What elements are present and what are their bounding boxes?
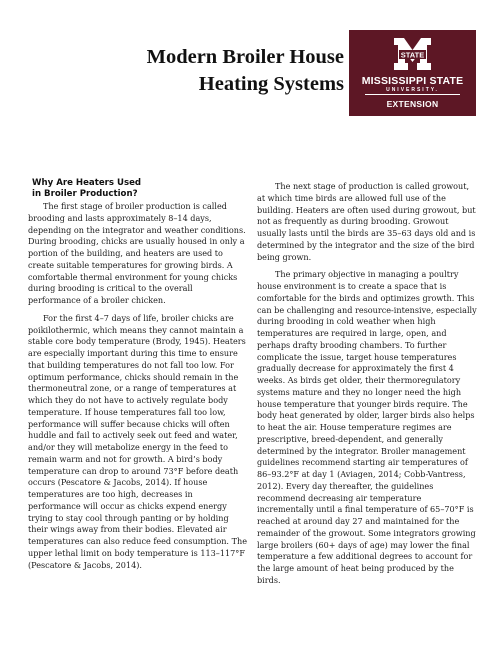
title-line-2: Heating Systems	[198, 73, 344, 95]
heading-line-2: in Broiler Production?	[32, 189, 138, 199]
body-paragraph: The first stage of broiler production is called brooding and lasts approximately 8–14 days, depending on the integrator and weather conditions. During brooding, chicks are usually housed in only a portion of the building, and heaters are used to create suitable temperatures for growing birds. A comfortable thermal environment for young chicks during brooding is critical to the overall performance of a broiler chicken.	[28, 201, 246, 305]
logo-university-name: MISSISSIPPI STATE	[361, 75, 464, 87]
body-paragraph: The next stage of production is called growout, at which time birds are allowed full use of the building. Heaters are often used during growout, but not as frequently as during brooding. Growout usually lasts until the birds are 35–63 days old and is determined by the integrator and the size of the bird being grown.	[257, 181, 476, 262]
msu-m-logo-icon	[392, 36, 433, 72]
title-line-1: Modern Broiler House	[146, 46, 344, 68]
logo-extension-label: EXTENSION	[386, 99, 439, 109]
msu-extension-logo	[349, 30, 476, 116]
logo-divider	[365, 94, 460, 95]
logo-university-sub: UNIVERSITY.	[386, 87, 439, 93]
document-title	[92, 44, 344, 98]
right-column	[257, 181, 477, 593]
section-heading	[32, 178, 247, 200]
left-column	[28, 178, 247, 577]
body-paragraph: The primary objective in managing a poultry house environment is to create a space that is comfortable for the birds and optimizes growth. This can be challenging and resource-intensive, especially during brooding in cold weather when high temperatures are required in large, open, and perhaps drafty brooding chambers. To further complicate the issue, target house temperatures gradually decrease for approximately the first 4 weeks. As birds get older, their thermoregulatory systems mature and they no longer need the high house temperature that younger birds require. The body heat generated by older, larger birds also helps to heat the air. House temperature regimes are prescriptive, breed-dependent, and generally determined by the integrator. Broiler management guidelines recommend starting air temperatures of 86–93.2°F at day 1 (Aviagen, 2014; Cobb-Vantress, 2012). Every day thereafter, the guidelines recommend decreasing air temperature incrementally until a final temperature of 65–70°F is reached at around day 27 and maintained for the remainder of the growout. Some integrators growing large broilers (60+ days of age) may lower the final temperature a few additional degrees to account for the large amount of heat being produced by the birds.	[257, 269, 477, 585]
logo-state-text: STATE	[400, 50, 425, 60]
heading-line-1: Why Are Heaters Used	[32, 178, 142, 188]
body-paragraph: For the first 4–7 days of life, broiler chicks are poikilothermic, which means they cannot maintain a stable core body temperature (Brody, 1945). Heaters are especially important during this time to ensure that building temperatures do not fall too low. For optimum performance, chicks should remain in the thermoneutral zone, or a range of temperatures at which they do not have to actively regulate body temperature. If house temperatures fall too low, performance will suffer because chicks will often huddle and fail to actively seek out feed and water, and/or they will metabolize energy in the feed to remain warm and not for growth. A bird’s body temperature can drop to around 73°F before death occurs (Pescatore & Jacobs, 2014). If house temperatures are too high, decreases in performance will occur as chicks expend energy trying to stay cool through panting or by holding their wings away from their bodies. Elevated air temperatures can also reduce feed consumption. The upper lethal limit on body temperature is 113–117°F (Pescatore & Jacobs, 2014).	[28, 312, 247, 570]
